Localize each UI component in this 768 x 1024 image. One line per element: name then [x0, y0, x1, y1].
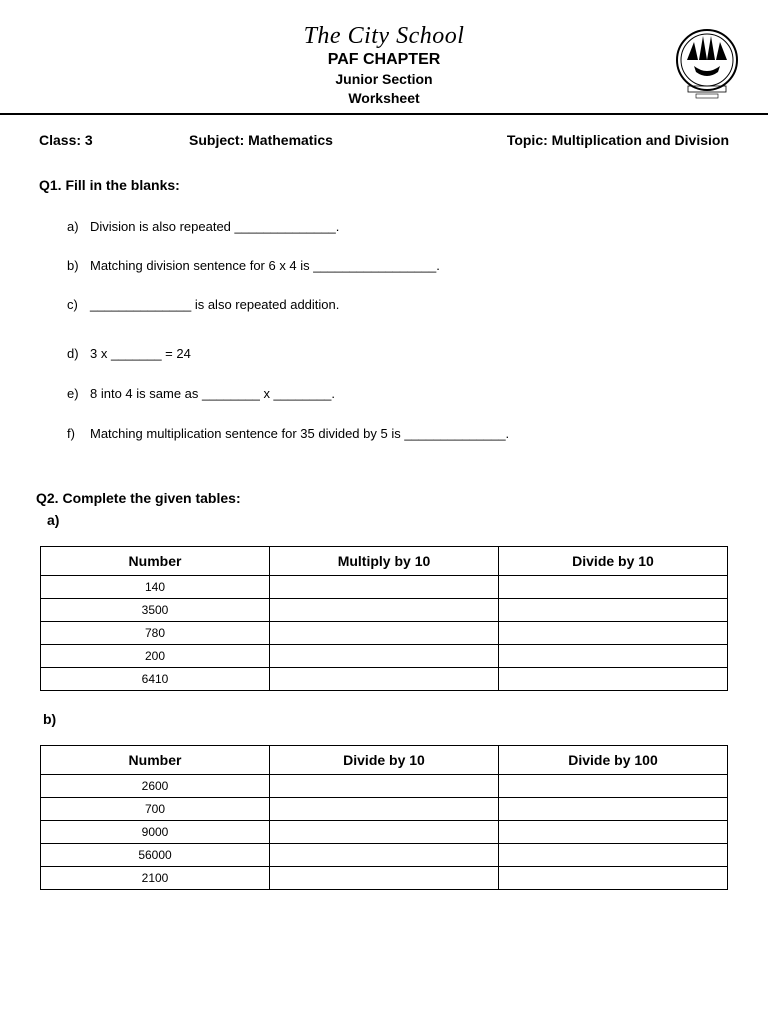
number-cell: 200 — [41, 645, 270, 668]
table-row — [41, 668, 728, 691]
topic-label: Topic: Multiplication and Division — [506, 132, 729, 148]
item-label: c) — [67, 297, 78, 312]
table-row — [41, 798, 728, 821]
answer-cell[interactable] — [499, 867, 728, 890]
answer-cell[interactable] — [499, 622, 728, 645]
item-text: 8 into 4 is same as ________ x ________. — [90, 386, 336, 401]
answer-cell[interactable] — [270, 844, 499, 867]
answer-cell[interactable] — [499, 599, 728, 622]
list-item — [67, 219, 339, 234]
answer-cell[interactable] — [499, 576, 728, 599]
section-name: Junior Section — [335, 71, 433, 87]
school-crest-icon — [674, 20, 740, 104]
q2-title: Q2. Complete the given tables: — [36, 490, 241, 506]
column-header: Divide by 100 — [499, 746, 728, 775]
table-row — [41, 867, 728, 890]
answer-cell[interactable] — [270, 775, 499, 798]
answer-cell[interactable] — [270, 622, 499, 645]
list-item — [67, 346, 191, 361]
answer-cell[interactable] — [270, 821, 499, 844]
number-cell: 6410 — [41, 668, 270, 691]
item-text: Matching multiplication sentence for 35 divided by 5 is ______________. — [90, 426, 510, 441]
item-text: ______________ is also repeated addition. — [90, 297, 340, 312]
item-label: d) — [67, 346, 79, 361]
column-header: Multiply by 10 — [270, 547, 499, 576]
number-cell: 2600 — [41, 775, 270, 798]
table-row — [41, 576, 728, 599]
number-cell: 56000 — [41, 844, 270, 867]
table-b-label: b) — [43, 711, 57, 727]
table-row — [41, 645, 728, 668]
table-a-label: a) — [47, 512, 60, 528]
answer-cell[interactable] — [270, 645, 499, 668]
number-cell: 3500 — [41, 599, 270, 622]
answer-cell[interactable] — [499, 798, 728, 821]
list-item — [67, 426, 509, 441]
answer-cell[interactable] — [499, 775, 728, 798]
subject-label: Subject: Mathematics — [189, 132, 333, 148]
answer-cell[interactable] — [270, 599, 499, 622]
item-text: 3 x _______ = 24 — [90, 346, 191, 361]
document-type: Worksheet — [348, 90, 420, 106]
chapter-name: PAF CHAPTER — [327, 51, 441, 68]
number-cell: 9000 — [41, 821, 270, 844]
table-b — [40, 745, 728, 890]
q1-title: Q1. Fill in the blanks: — [39, 177, 180, 193]
table-row — [41, 775, 728, 798]
header-divider — [0, 113, 768, 115]
item-label: a) — [67, 219, 79, 234]
item-text: Division is also repeated ______________. — [90, 219, 340, 234]
answer-cell[interactable] — [270, 867, 499, 890]
column-header: Number — [41, 746, 270, 775]
table-row — [41, 622, 728, 645]
class-label: Class: 3 — [39, 132, 93, 148]
info-row — [39, 132, 729, 152]
number-cell: 2100 — [41, 867, 270, 890]
list-item — [67, 386, 335, 401]
table-row — [41, 844, 728, 867]
column-header: Number — [41, 547, 270, 576]
table-a — [40, 546, 728, 691]
item-label: e) — [67, 386, 79, 401]
answer-cell[interactable] — [499, 645, 728, 668]
number-cell: 140 — [41, 576, 270, 599]
number-cell: 780 — [41, 622, 270, 645]
answer-cell[interactable] — [499, 821, 728, 844]
list-item — [67, 297, 339, 312]
item-label: f) — [67, 426, 75, 441]
column-header: Divide by 10 — [270, 746, 499, 775]
answer-cell[interactable] — [270, 576, 499, 599]
table-row — [41, 821, 728, 844]
number-cell: 700 — [41, 798, 270, 821]
list-item — [67, 258, 440, 273]
answer-cell[interactable] — [499, 668, 728, 691]
answer-cell[interactable] — [270, 668, 499, 691]
document-header — [0, 22, 768, 108]
item-label: b) — [67, 258, 79, 273]
answer-cell[interactable] — [270, 798, 499, 821]
school-name: The City School — [303, 23, 465, 49]
item-text: Matching division sentence for 6 x 4 is _________________. — [90, 258, 440, 273]
table-row — [41, 599, 728, 622]
column-header: Divide by 10 — [499, 547, 728, 576]
answer-cell[interactable] — [499, 844, 728, 867]
